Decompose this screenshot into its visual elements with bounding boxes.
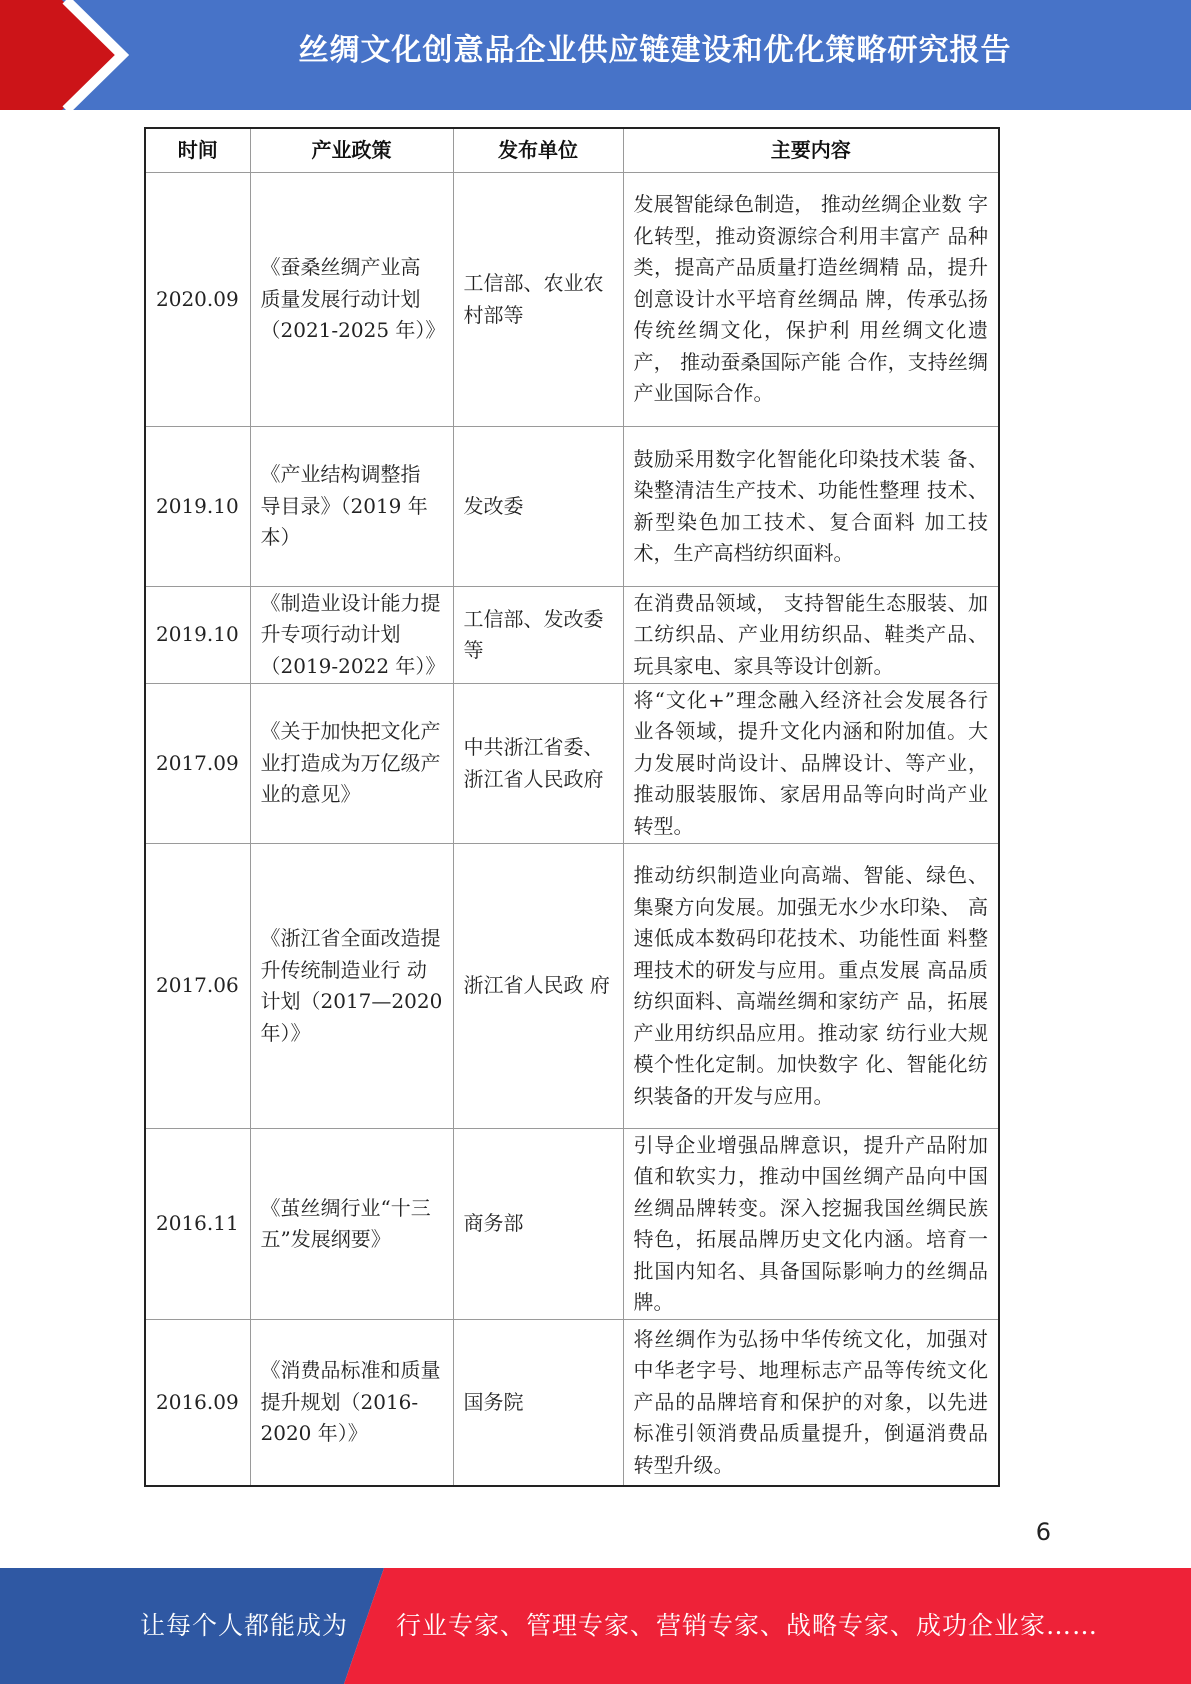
cell-time: 2016.09 xyxy=(145,1320,250,1486)
cell-policy: 《茧丝绸行业“十三五”发展纲要》 xyxy=(250,1129,453,1320)
cell-time: 2019.10 xyxy=(145,427,250,587)
cell-time: 2020.09 xyxy=(145,173,250,427)
cell-content: 发展智能绿色制造， 推动丝绸企业数 字化转型，推动资源综合利用丰富产 品种类，提高产品质量打造丝绸精 品，提升创意设计水平培育丝绸品 牌，传承弘扬传统丝绸文化，保护利 用丝绸文化遗产， 推动蚕桑国际产能 合作，支持丝绸产业国际合作。 xyxy=(623,173,999,427)
column-header-time: 时间 xyxy=(145,128,250,173)
page-header xyxy=(0,0,1191,110)
footer-slogan-right: 行业专家、管理专家、营销专家、战略专家、成功企业家…… xyxy=(396,1611,1099,1640)
cell-unit: 中共浙江省委、浙江省人民政府 xyxy=(453,684,623,844)
cell-unit: 发改委 xyxy=(453,427,623,587)
column-header-policy: 产业政策 xyxy=(250,128,453,173)
cell-time: 2017.06 xyxy=(145,844,250,1129)
cell-content: 推动纺织制造业向高端、智能、绿色、 集聚方向发展。加强无水少水印染、 高速低成本数码印花技术、功能性面 料整理技术的研发与应用。重点发展 高品质纺织面料、高端丝绸和家纺产 品，拓展产业用纺织品应用。推动家 纺行业大规模个性化定制。加快数字 化、智能化纺织装备的开发与应用。 xyxy=(623,844,999,1129)
cell-policy: 《浙江省全面改造提升传统制造业行 动计划（2017—2020 年）》 xyxy=(250,844,453,1129)
table-row xyxy=(145,427,999,587)
table-row xyxy=(145,1129,999,1320)
table-row xyxy=(145,173,999,427)
cell-unit: 浙江省人民政 府 xyxy=(453,844,623,1129)
cell-policy: 《关于加快把文化产业打造成为万亿级产业的意见》 xyxy=(250,684,453,844)
cell-policy: 《消费品标准和质量提升规划（2016-2020 年）》 xyxy=(250,1320,453,1486)
cell-content: 鼓励采用数字化智能化印染技术装 备、染整清洁生产技术、功能性整理 技术、新型染色加工技术、复合面料 加工技术，生产高档纺织面料。 xyxy=(623,427,999,587)
cell-unit: 工信部、农业农村部等 xyxy=(453,173,623,427)
cell-unit: 国务院 xyxy=(453,1320,623,1486)
cell-content: 将“文化+”理念融入经济社会发展各行 业各领域，提升文化内涵和附加值。大 力发展时尚设计、品牌设计、等产业， 推动服装服饰、家居用品等向时尚产业 转型。 xyxy=(623,684,999,844)
table-row xyxy=(145,587,999,684)
cell-time: 2017.09 xyxy=(145,684,250,844)
cell-content: 在消费品领域， 支持智能生态服装、加工纺织品、产业用纺织品、鞋类产品、玩具家电、家具等设计创新。 xyxy=(623,587,999,684)
cell-policy: 《制造业设计能力提升专项行动计划（2019-2022 年）》 xyxy=(250,587,453,684)
cell-policy: 《蚕桑丝绸产业高 质量发展行动计划（2021-2025 年）》 xyxy=(250,173,453,427)
page-number: 6 xyxy=(1035,1518,1051,1546)
cell-content: 引导企业增强品牌意识，提升产品附加值和软实力，推动中国丝绸产品向中国丝绸品牌转变。深入挖掘我国丝绸民族特色，拓展品牌历史文化内涵。培育一批国内知名、具备国际影响力的丝绸品牌。 xyxy=(623,1129,999,1320)
cell-policy: 《产业结构调整指 导目录》（2019 年 本） xyxy=(250,427,453,587)
table-row xyxy=(145,1320,999,1486)
header-red-chevron xyxy=(0,0,150,110)
column-header-unit: 发布单位 xyxy=(453,128,623,173)
column-header-content: 主要内容 xyxy=(623,128,999,173)
table-row xyxy=(145,844,999,1129)
page-footer xyxy=(0,1568,1191,1684)
cell-content: 将丝绸作为弘扬中华传统文化，加强对中华老字号、地理标志产品等传统文化产品的品牌培育和保护的对象，以先进标准引领消费品质量提升，倒逼消费品转型升级。 xyxy=(623,1320,999,1486)
footer-slogan-left: 让每个人都能成为 xyxy=(140,1611,349,1640)
cell-unit: 工信部、发改委等 xyxy=(453,587,623,684)
report-title: 丝绸文化创意品企业供应链建设和优化策略研究报告 xyxy=(298,33,1012,68)
policy-table xyxy=(144,127,1000,1487)
cell-time: 2019.10 xyxy=(145,587,250,684)
table-header-row xyxy=(145,128,999,173)
table-row xyxy=(145,684,999,844)
cell-unit: 商务部 xyxy=(453,1129,623,1320)
cell-time: 2016.11 xyxy=(145,1129,250,1320)
